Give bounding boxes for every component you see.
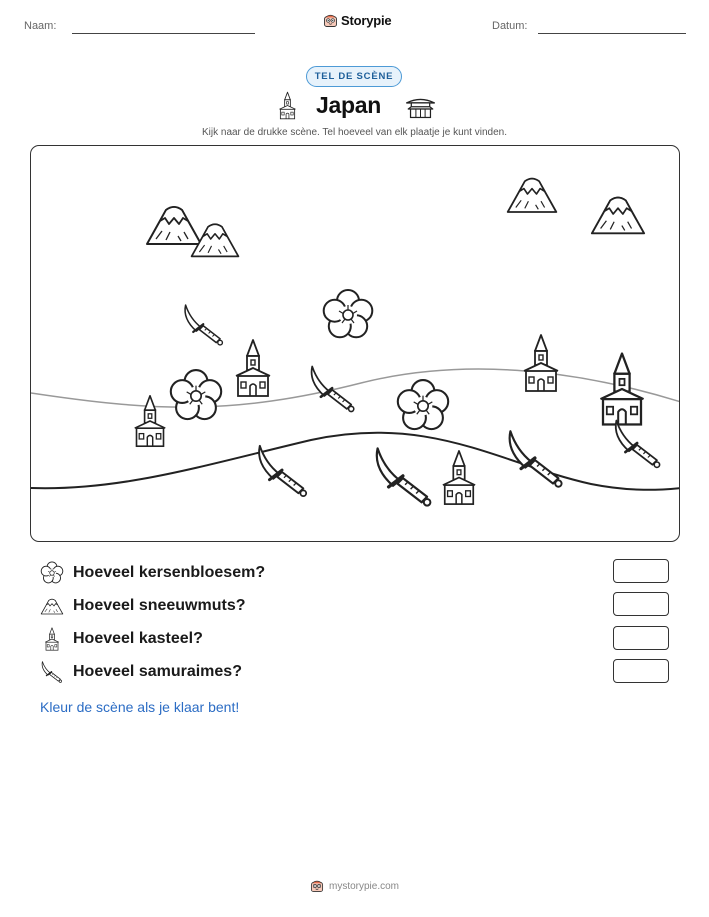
snowcap-mountain-icon (508, 179, 557, 212)
page-title: Japan (316, 92, 381, 118)
question-sword (40, 660, 242, 684)
storypie-mascot-icon (310, 879, 324, 893)
back-hill-line (31, 369, 680, 407)
storypie-logo (323, 13, 391, 28)
pagoda-icon (405, 96, 436, 119)
castle-icon (443, 451, 475, 504)
question-label: Hoeveel kersenbloesem? (73, 564, 266, 581)
answer-box-mountain[interactable] (613, 592, 669, 616)
samurai-sword-icon (377, 448, 431, 505)
date-line[interactable] (538, 33, 686, 34)
samurai-sword-icon (312, 366, 354, 411)
answer-box-sword[interactable] (613, 659, 669, 683)
question-label: Hoeveel samuraimes? (73, 663, 242, 680)
date-label: Datum: (492, 20, 528, 32)
samurai-sword-icon (510, 431, 562, 486)
castle-icon (524, 335, 558, 391)
castle-icon (236, 340, 270, 396)
cherry-blossom-icon (398, 380, 448, 429)
answer-box-castle[interactable] (613, 626, 669, 650)
snowcap-mountain-icon (592, 198, 644, 234)
samurai-sword-icon (259, 446, 306, 496)
castle-icon (135, 396, 166, 446)
snowcap-mountain-icon (40, 595, 64, 617)
instructions: Kijk naar de drukke scène. Tel hoeveel van elk plaatje je kunt vinden. (201, 127, 507, 138)
brand-name: Storypie (341, 13, 392, 28)
activity-badge: TEL DE SCÈNE (306, 66, 402, 87)
scene-drawing (31, 146, 680, 542)
storypie-mascot-icon (323, 13, 338, 28)
counting-scene (30, 145, 680, 542)
cherry-blossom-icon (40, 561, 64, 585)
samurai-sword-icon (185, 305, 222, 345)
question-mountain (40, 594, 246, 618)
cherry-blossom-icon (171, 370, 221, 419)
question-label: Hoeveel kasteel? (73, 630, 203, 647)
name-label: Naam: (24, 20, 57, 32)
answer-box-blossom[interactable] (613, 559, 669, 583)
footer-url[interactable]: mystorypie.com (328, 880, 399, 892)
front-hill-line (31, 433, 680, 490)
question-blossom (40, 561, 265, 585)
castle-icon (278, 91, 297, 120)
name-line[interactable] (72, 33, 255, 34)
question-label: Hoeveel sneeuwmuts? (73, 597, 246, 614)
footer (0, 879, 709, 893)
castle-icon (40, 627, 64, 651)
samurai-sword-icon (616, 421, 660, 468)
coloring-note: Kleur de scène als je klaar bent! (40, 699, 240, 715)
snowcap-mountain-icon (147, 207, 201, 244)
samurai-sword-icon (40, 660, 64, 684)
cherry-blossom-icon (324, 290, 373, 337)
question-castle (40, 627, 203, 651)
